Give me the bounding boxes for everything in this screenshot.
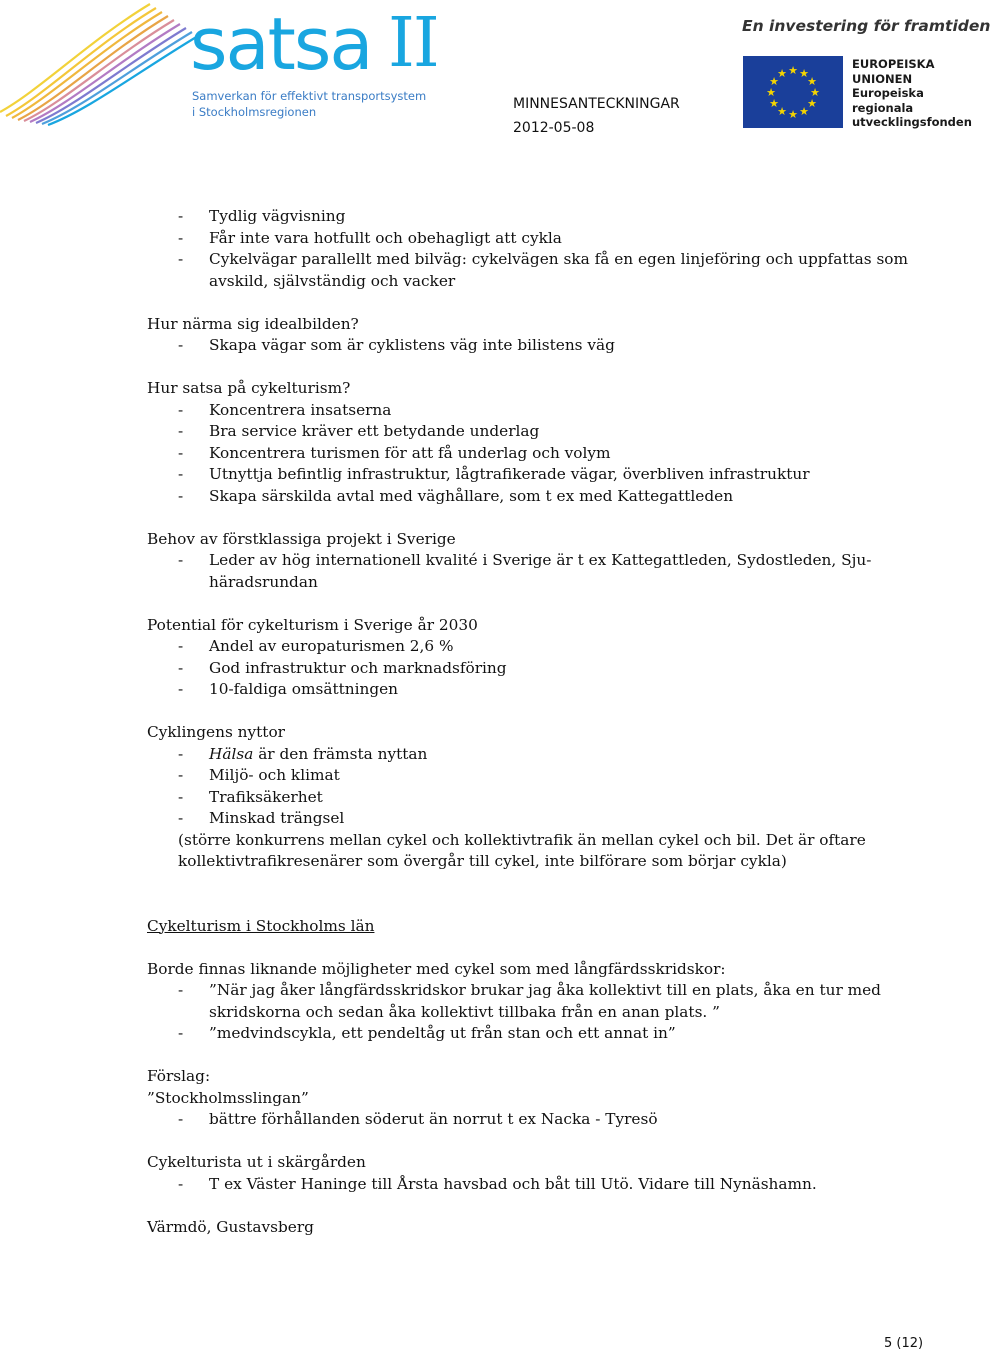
benefits-note: (större konkurrens mellan cykel och kollektivtrafik än mellan cykel och bil. Det är oftare kollektivtrafikresenärer som övergår till cykel, inte bilförare som börjar cykla) [178, 830, 866, 870]
svg-text:★: ★ [807, 75, 817, 88]
svg-text:★: ★ [810, 86, 820, 99]
logo-numeral: II [388, 4, 438, 83]
heading-archipelago: Cykelturista ut i skärgården [147, 1153, 366, 1171]
svg-text:★: ★ [769, 75, 779, 88]
list-item: - Cykelvägar parallellt med bilväg: cykelvägen ska få en egen linjeföring och uppfattas som avskild, självständig och vacker [178, 250, 909, 290]
svg-text:★: ★ [788, 108, 798, 121]
logo-subtitle-line-1: Samverkan för effektivt transportsystem [192, 89, 427, 103]
svg-text:★: ★ [766, 86, 776, 99]
list-item: - Leder av hög internationell kvalité i Sverige är t ex Kattegattleden, Sydostleden, Sju-häradsrundan [178, 551, 872, 591]
svg-text:★: ★ [807, 97, 817, 110]
eu-line-1: EUROPEISKA [852, 57, 935, 71]
logo-subtitle-line-2: i Stockholmsregionen [192, 105, 317, 119]
logo-word: satsa [190, 2, 372, 86]
list-item: - Koncentrera turismen för att få underlag och volym [178, 443, 611, 462]
list-item: - Utnyttja befintlig infrastruktur, lågtrafikerade vägar, överbliven infrastruktur [178, 465, 810, 483]
document-body [147, 206, 937, 1238]
heading-skates: Borde finnas liknande möjligheter med cykel som med långfärdsskridskor: [147, 959, 726, 978]
heading-ideal: Hur närma sig idealbilden? [147, 314, 359, 333]
svg-text:★: ★ [769, 97, 779, 110]
svg-text:★: ★ [777, 105, 787, 118]
list-item: - Skapa vägar som är cyklistens väg inte bilistens väg [178, 336, 615, 354]
list-item: - Miljö- och klimat [178, 766, 340, 784]
list-item: - ”När jag åker långfärdsskridskor brukar jag åka kollektivt till en plats, åka en tur med skridskorna och sedan åka kollektivt tillbaka från en anan plats. ” [178, 981, 881, 1021]
list-item: - Tydlig vägvisning [178, 207, 346, 225]
list-item: - God infrastruktur och marknadsföring [178, 658, 507, 677]
document-date: 2012-05-08 [513, 120, 595, 136]
eu-line-4: regionala [852, 100, 914, 115]
heading-benefits: Cyklingens nyttor [147, 723, 285, 741]
heading-varmdo: Värmdö, Gustavsberg [147, 1217, 314, 1236]
eu-flag-icon [743, 56, 843, 128]
svg-text:★: ★ [777, 67, 787, 80]
list-item: - Hälsa är den främsta nyttan [178, 744, 428, 763]
document-type: MINNESANTECKNINGAR [513, 96, 680, 112]
satsa-logo [0, 0, 480, 125]
list-item: - bättre förhållanden söderut än norrut t ex Nacka - Tyresö [178, 1110, 658, 1128]
eu-line-2: UNIONEN [852, 71, 913, 86]
eu-line-3: Europeiska [852, 86, 924, 100]
eu-stars-graphic [743, 56, 843, 128]
svg-text:★: ★ [799, 105, 809, 118]
svg-text:★: ★ [788, 64, 798, 77]
heading-projects: Behov av förstklassiga projekt i Sverige [147, 529, 456, 548]
eu-line-5: utvecklingsfonden [852, 115, 972, 129]
proposal-name: ”Stockholmsslingan” [147, 1088, 309, 1107]
heading-proposal: Förslag: [147, 1067, 211, 1085]
page-number: 5 (12) [884, 1336, 924, 1351]
list-item: - Minskad trängsel [178, 809, 345, 827]
svg-text:★: ★ [799, 67, 809, 80]
list-item: - 10-faldiga omsättningen [178, 680, 399, 698]
logo-subtitle [192, 88, 426, 120]
heading-cycle-tourism: Hur satsa på cykelturism? [147, 379, 351, 397]
list-item: - Andel av europaturismen 2,6 % [178, 637, 454, 655]
list-item: - Trafiksäkerhet [178, 787, 323, 806]
eu-tagline: En investering för framtiden [742, 17, 990, 35]
heading-potential: Potential för cykelturism i Sverige år 2030 [147, 615, 478, 634]
list-item: - Koncentrera insatserna [178, 400, 392, 419]
list-item: - Får inte vara hotfullt och obehagligt att cykla [178, 228, 562, 247]
document-meta [513, 92, 680, 140]
list-item: - Bra service kräver ett betydande underlag [178, 422, 540, 440]
list-item: - Skapa särskilda avtal med väghållare, som t ex med Kattegattleden [178, 486, 734, 505]
logo-swoosh-graphic [0, 0, 200, 125]
list-item: - T ex Väster Haninge till Årsta havsbad och båt till Utö. Vidare till Nynäshamn. [178, 1174, 817, 1193]
section-title: Cykelturism i Stockholms län [147, 916, 375, 935]
eu-fund-label [852, 57, 972, 130]
list-item: - ”medvindscykla, ett pendeltåg ut från stan och ett annat in” [178, 1024, 676, 1042]
